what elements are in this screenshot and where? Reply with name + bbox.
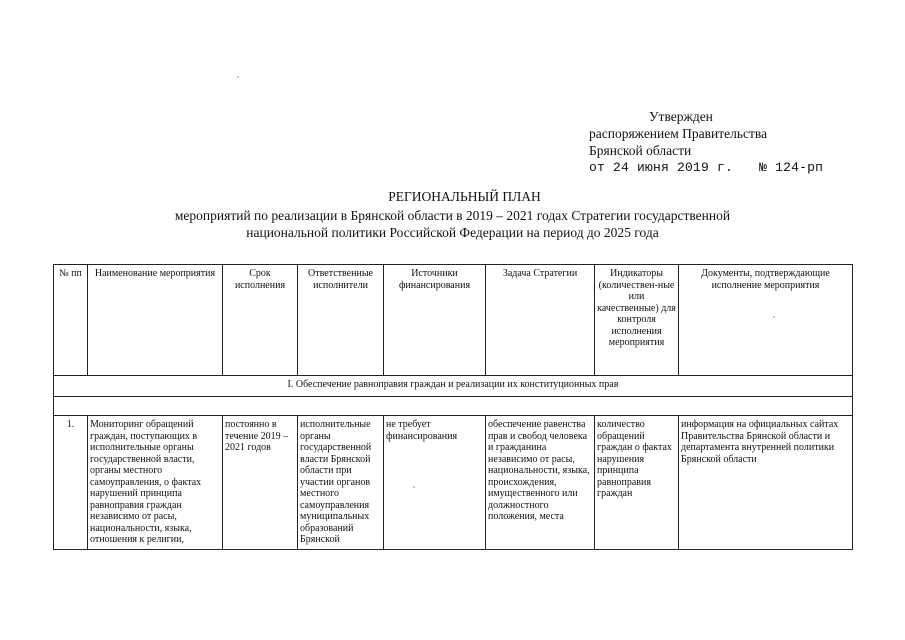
header-cell-financing: Источники финансирования: [384, 265, 486, 376]
plan-table: [53, 264, 853, 550]
row-term: постоянно в течение 2019 – 2021 годов: [223, 416, 298, 550]
header-cell-executors: Ответственные исполнители: [298, 265, 384, 376]
order-number: № 124-рп: [759, 160, 824, 175]
section-title: I. Обеспечение равноправия граждан и реализации их конституционных прав: [54, 376, 853, 397]
row-task: обеспечение равенства прав и свобод человека и гражданина независимо от расы, национальности, языка, происхождения, имущественного или должностного положения, места: [486, 416, 595, 550]
header-cell-number: № пп: [54, 265, 88, 376]
scan-speck: [237, 76, 239, 78]
table-header-row: [54, 265, 853, 376]
approval-region: Брянской области: [589, 143, 692, 158]
spacer-row: [54, 397, 853, 416]
title-line-1: РЕГИОНАЛЬНЫЙ ПЛАН: [388, 189, 541, 204]
header-cell-task: Задача Стратегии: [486, 265, 595, 376]
date-prefix: от: [589, 160, 606, 175]
header-cell-indicators: Индикаторы (количествен-ные или качественные) для контроля исполнения мероприятия: [595, 265, 679, 376]
row-financing: не требует финансирования: [384, 416, 486, 550]
row-name: Мониторинг обращений граждан, поступающих в исполнительные органы государственной власти, органы местного самоуправления, о фактах нарушений принципа равноправия граждан независимо от расы, национальности, языка, отношения к религии,: [88, 416, 223, 550]
section-row: [54, 376, 853, 397]
scan-speck: [773, 316, 775, 318]
approval-date-line: [589, 159, 823, 176]
document-title: [0, 188, 905, 241]
approval-title: Утвержден: [649, 109, 713, 124]
header-cell-name: Наименование мероприятия: [88, 265, 223, 376]
approval-block: [589, 108, 823, 176]
date-value: 24 июня 2019 г.: [613, 160, 734, 175]
row-number: 1.: [54, 416, 88, 550]
title-line-2: мероприятий по реализации в Брянской области в 2019 – 2021 годах Стратегии государственной: [174, 208, 731, 223]
scan-speck: [413, 486, 415, 488]
header-cell-documents: Документы, подтверждающие исполнение мероприятия: [679, 265, 853, 376]
row-executors: исполнительные органы государственной власти Брянской области при участии органов местного самоуправления муниципальных образований Брянской: [298, 416, 384, 550]
approval-authority: распоряжением Правительства: [589, 126, 768, 141]
table-row: [54, 416, 853, 550]
row-indicators: количество обращений граждан о фактах нарушения принципа равноправия граждан: [595, 416, 679, 550]
row-documents: информация на официальных сайтах Правительства Брянской области и департамента внутренней политики Брянской области: [679, 416, 853, 550]
title-line-3: национальной политики Российской Федерации на период до 2025 года: [246, 225, 659, 240]
header-cell-term: Срок исполнения: [223, 265, 298, 376]
